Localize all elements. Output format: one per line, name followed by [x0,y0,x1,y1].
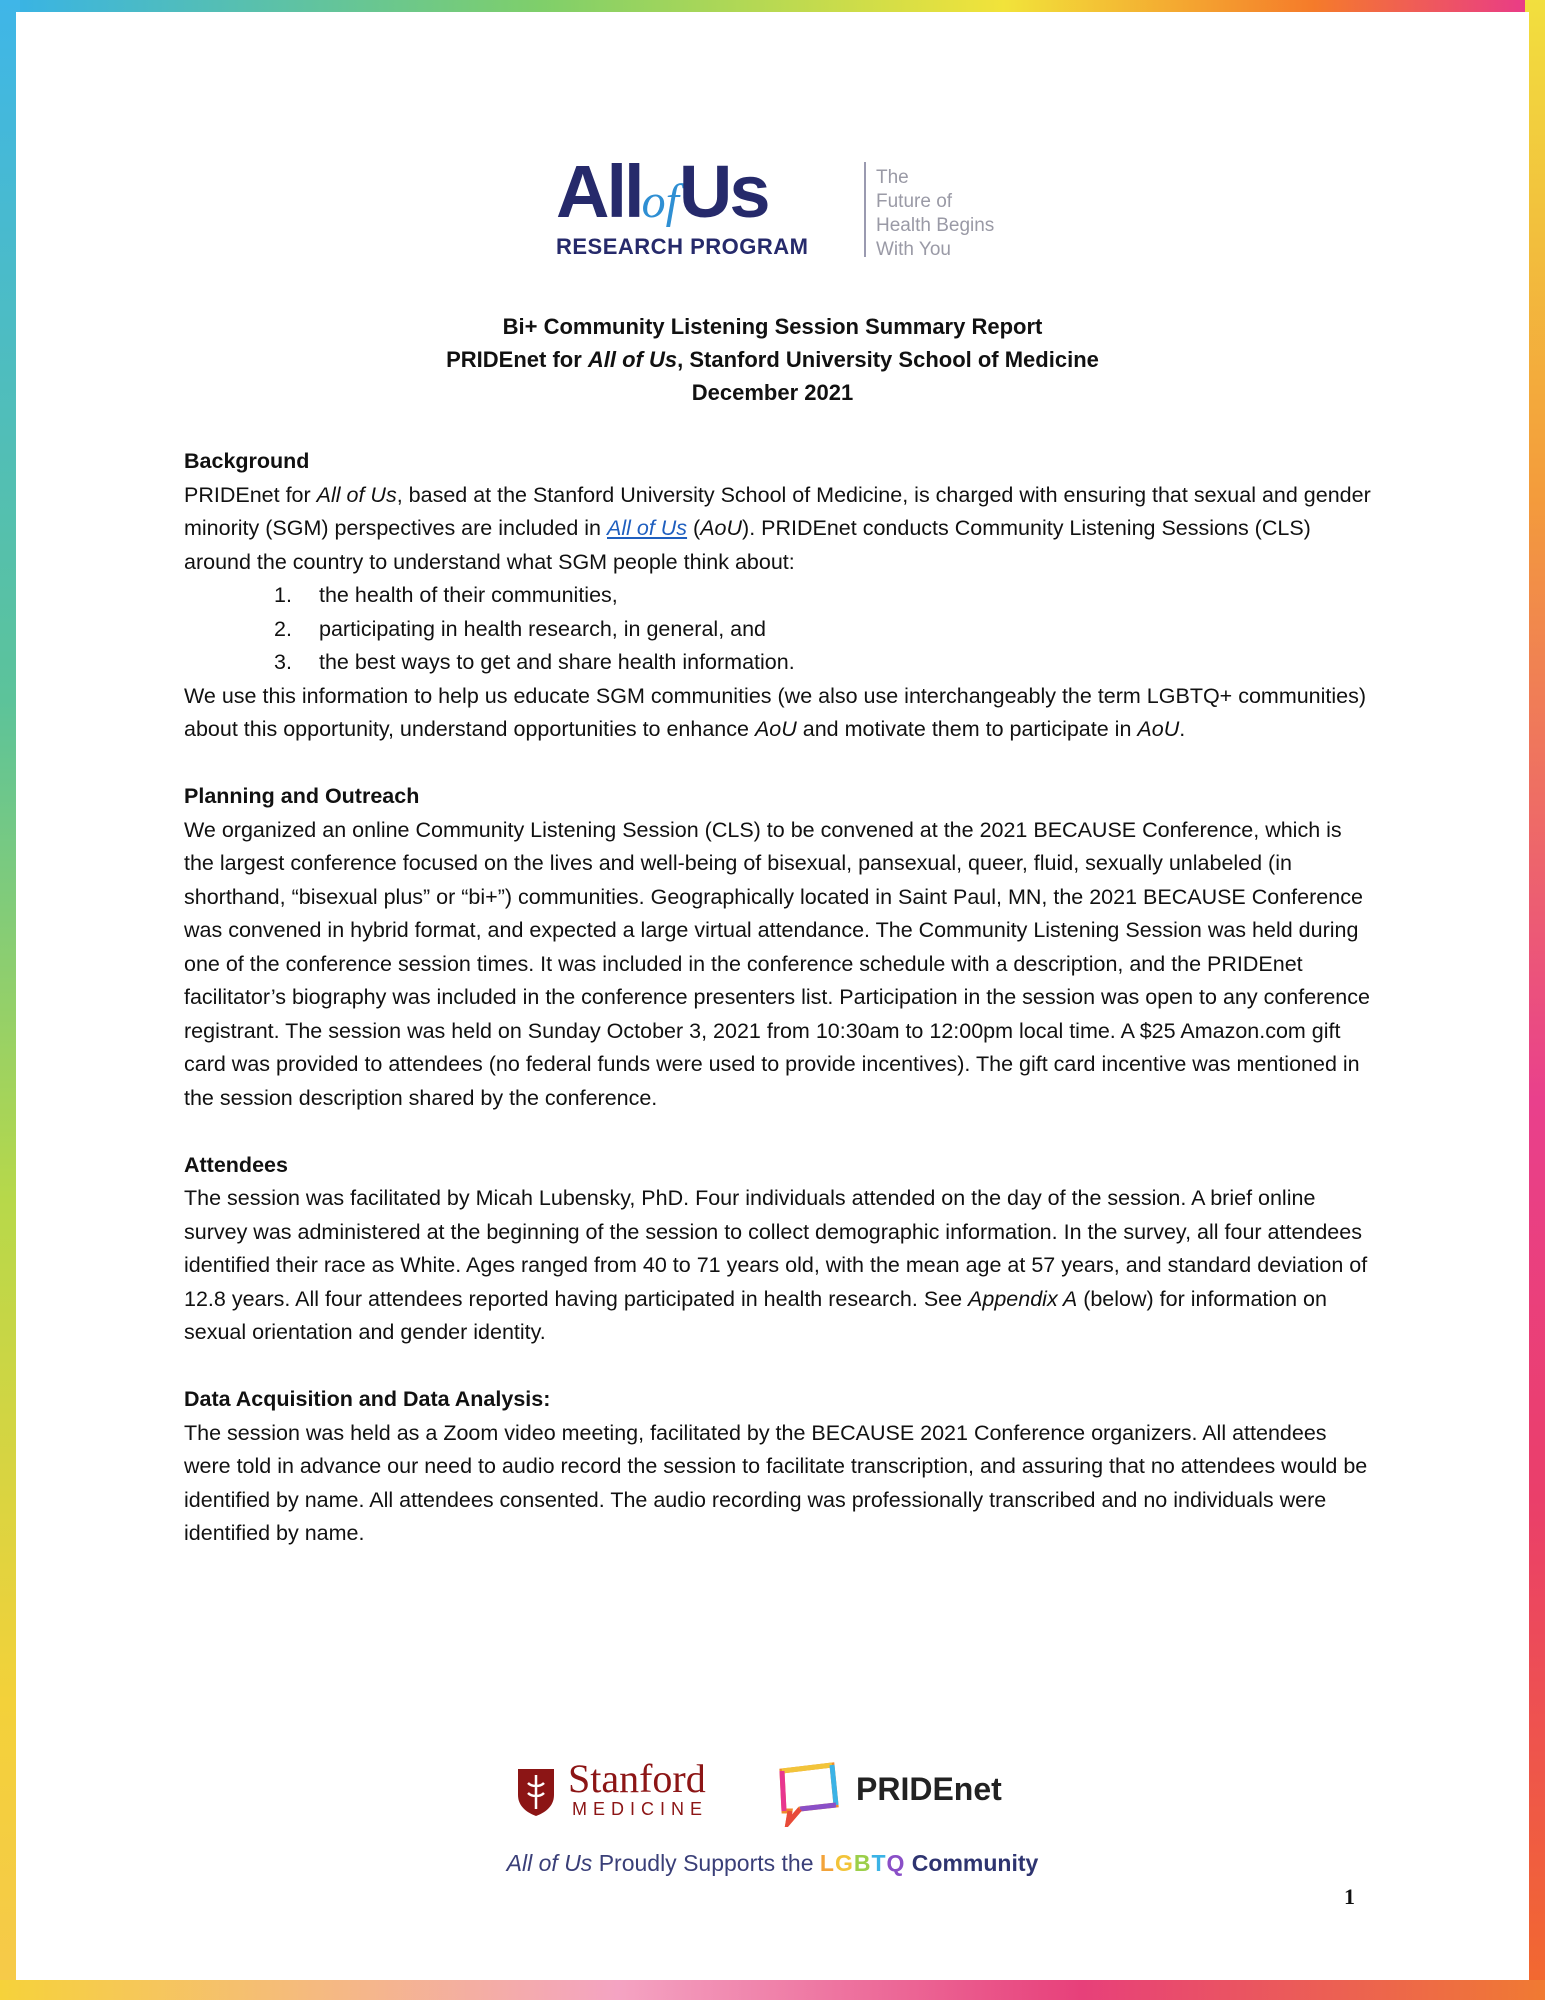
list-text: the health of their communities, [319,583,618,607]
text-span: ). PRIDEnet conducts Community Listening Sessions (CLS) around the country to understand what SGM people think about: [184,516,1311,574]
logo-research-program: RESEARCH PROGRAM [556,234,809,259]
lgbtq-letter: B [853,1850,872,1876]
document-title [16,310,1529,409]
heading-planning: Planning and Outreach [184,784,420,808]
logo-us: Us [678,150,768,233]
logo-all: All [556,150,642,233]
lgbtq-letter: L [819,1850,835,1876]
all-of-us-wordmark [556,152,768,232]
section-data-acquisition [184,1383,1374,1551]
stanford-logo-name: Stanford [568,1756,706,1801]
tagline-line: Health Begins [876,215,995,236]
list-item [184,613,1374,647]
pridenet-speech-bubble-icon [776,1761,842,1827]
text-span: PRIDEnet for [184,482,317,507]
background-paragraph [184,479,1374,580]
lgbtq-rainbow-text [820,1850,906,1876]
tagline-line: Future of [876,191,953,212]
list-item [184,579,1374,613]
list-number: 1. [274,583,292,607]
heading-data-acquisition: Data Acquisition and Data Analysis: [184,1387,551,1411]
background-paragraph-2 [184,680,1374,747]
text-span: We use this information to help us educate SGM communities (we also use interchangeably the term LGBTQ+ communities) about this opportunity, understand opportunities to enhance [184,683,1367,741]
list-text: participating in health research, in general, and [319,616,767,641]
tagline-line: The [876,167,909,188]
list-text: the best ways to get and share health information. [319,650,795,674]
text-italic: AoU [700,516,743,540]
text-span: . [1179,717,1186,741]
subtitle-suffix: , Stanford University School of Medicine [677,347,1099,372]
tagline-line: With You [876,239,951,260]
section-background [184,445,1374,747]
section-attendees [184,1149,1374,1350]
lgbtq-letter: Q [886,1850,906,1876]
subtitle-prefix: PRIDEnet for [446,347,588,372]
stanford-logo-medicine: MEDICINE [572,1799,709,1819]
text-italic: All of Us [316,482,397,507]
all-of-us-link[interactable]: All of Us [607,516,688,540]
logo-of: of [641,175,679,228]
appendix-reference: Appendix A [968,1286,1078,1311]
title-line-organization [16,343,1529,376]
subtitle-italic: All of Us [587,347,678,372]
text-span: The session was facilitated by Micah Lubensky, PhD. Four individuals attended on the day of the session. A brief online survey was administered at the beginning of the session to collect demographic information. In the survey, all four attendees identified their race as White. Ages ranged from 40 to 71 years old, with the mean age at 57 years, and standard deviation of 12.8 years. All four attendees reported having participated in health research. See [184,1186,1368,1311]
logo-divider [864,162,866,257]
planning-paragraph: We organized an online Community Listening Session (CLS) to be convened at the 2021 BECAUSE Conference, which is the largest conference focused on the lives and well-being of bisexual, pansexual, queer, fluid, sexually unlabeled (in shorthand, “bisexual plus” or “bi+”) communities. Geographically located in Saint Paul, MN, the 2021 BECAUSE Conference was convened in hybrid format, and expected a large virtual attendance. The Community Listening Session was held during one of the conference session times. It was included in the conference schedule with a description, and the PRIDEnet facilitator’s biography was included in the conference presenters list. Participation in the session was open to any conference registrant. The session was held on Sunday October 3, 2021 from 10:30am to 12:00pm local time. A $25 Amazon.com gift card was provided to attendees (no federal funds were used to provide incentives). The gift card incentive was mentioned in the session description shared by the conference. [184,817,1370,1110]
page-number: 1 [1344,1884,1355,1909]
topics-list [184,579,1374,680]
text-italic: AoU [754,717,797,741]
page-border-bottom [0,1980,1545,2000]
text-span: and motivate them to participate in [796,717,1138,741]
supports-community: Community [905,1850,1039,1876]
all-of-us-logo [556,152,1026,262]
supports-tagline [16,1850,1529,1877]
lgbtq-letter: G [834,1850,854,1876]
lgbtq-letter: T [871,1850,887,1876]
title-line-date: December 2021 [691,380,854,405]
text-span: ( [687,516,701,540]
data-acquisition-paragraph: The session was held as a Zoom video meeting, facilitated by the BECAUSE 2021 Conference organizers. All attendees were told in advance our need to audio record the session to facilitate transcription, and assuring that no attendees would be identified by name. All attendees consented. The audio recording was professionally transcribed and no individuals were identified by name. [184,1420,1368,1545]
document-body [184,445,1374,1584]
supports-italic: All of Us [506,1850,593,1876]
list-number: 3. [274,650,292,674]
text-italic: AoU [1137,717,1180,741]
footer-logos [16,1757,1529,1827]
list-item [184,646,1374,680]
supports-text: Proudly Supports the [592,1850,820,1876]
title-line-report: Bi+ Community Listening Session Summary Report [502,314,1043,339]
section-planning [184,780,1374,1115]
attendees-paragraph [184,1182,1374,1350]
heading-background: Background [184,449,310,473]
heading-attendees: Attendees [184,1152,288,1177]
document-page [16,12,1529,1980]
text-span: (below) for information on sexual orientation and gender identity. [184,1286,1327,1344]
logo-tagline [876,166,1026,262]
pridenet-logo-name: PRIDEnet [856,1771,1002,1807]
stanford-shield-icon [516,1767,556,1817]
text-span: , based at the Stanford University School of Medicine, is charged with ensuring that sexual and gender minority (SGM) perspectives are included in [184,482,1371,540]
list-number: 2. [274,616,292,641]
